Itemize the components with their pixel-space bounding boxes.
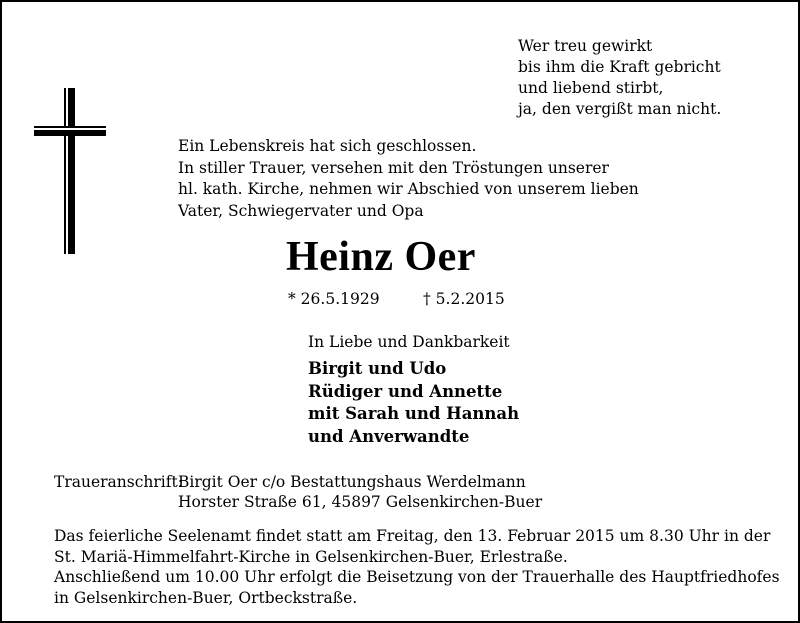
cross-horizontal-bar bbox=[34, 128, 106, 136]
intro-text bbox=[178, 136, 639, 222]
family-list bbox=[308, 358, 519, 448]
family-line: Birgit und Udo bbox=[308, 359, 447, 378]
poem bbox=[518, 36, 721, 120]
poem-line: und liebend stirbt, bbox=[518, 79, 664, 97]
birth-date: * 26.5.1929 bbox=[288, 290, 380, 308]
deceased-name: Heinz Oer bbox=[286, 234, 476, 280]
service-line: Das feierliche Seelenamt findet statt am Freitag, den 13. Februar 2015 um 8.30 Uhr in der bbox=[54, 527, 771, 545]
family-line: Rüdiger und Annette bbox=[308, 381, 503, 401]
poem-line: ja, den vergißt man nicht. bbox=[518, 100, 722, 118]
address-label: Traueranschrift: bbox=[54, 473, 183, 491]
family-line: und Anverwandte bbox=[308, 426, 470, 446]
family-line: mit Sarah und Hannah bbox=[308, 404, 520, 423]
service-line: Anschließend um 10.00 Uhr erfolgt die Beisetzung von der Trauerhalle des Hauptfriedhofes bbox=[54, 568, 780, 586]
service-info bbox=[54, 526, 780, 608]
service-line: in Gelsenkirchen-Buer, Ortbeckstraße. bbox=[54, 588, 358, 607]
intro-line: Vater, Schwiegervater und Opa bbox=[178, 201, 424, 220]
address-line: Horster Straße 61, 45897 Gelsenkirchen-Buer bbox=[178, 493, 543, 511]
address-line: Birgit Oer c/o Bestattungshaus Werdelmann bbox=[178, 473, 526, 491]
intro-line: Ein Lebenskreis hat sich geschlossen. bbox=[178, 137, 477, 155]
death-date: † 5.2.2015 bbox=[423, 290, 505, 308]
address bbox=[178, 472, 542, 512]
dedication: In Liebe und Dankbarkeit bbox=[308, 333, 510, 351]
cross-vertical-bar bbox=[66, 88, 75, 254]
intro-line: hl. kath. Kirche, nehmen wir Abschied von unserem lieben bbox=[178, 180, 639, 198]
intro-line: In stiller Trauer, versehen mit den Tröstungen unserer bbox=[178, 158, 609, 177]
service-line: St. Mariä-Himmelfahrt-Kirche in Gelsenkirchen-Buer, Erlestraße. bbox=[54, 547, 568, 566]
latin-cross-icon bbox=[34, 88, 106, 254]
poem-line: bis ihm die Kraft gebricht bbox=[518, 58, 721, 76]
poem-line: Wer treu gewirkt bbox=[518, 37, 653, 55]
